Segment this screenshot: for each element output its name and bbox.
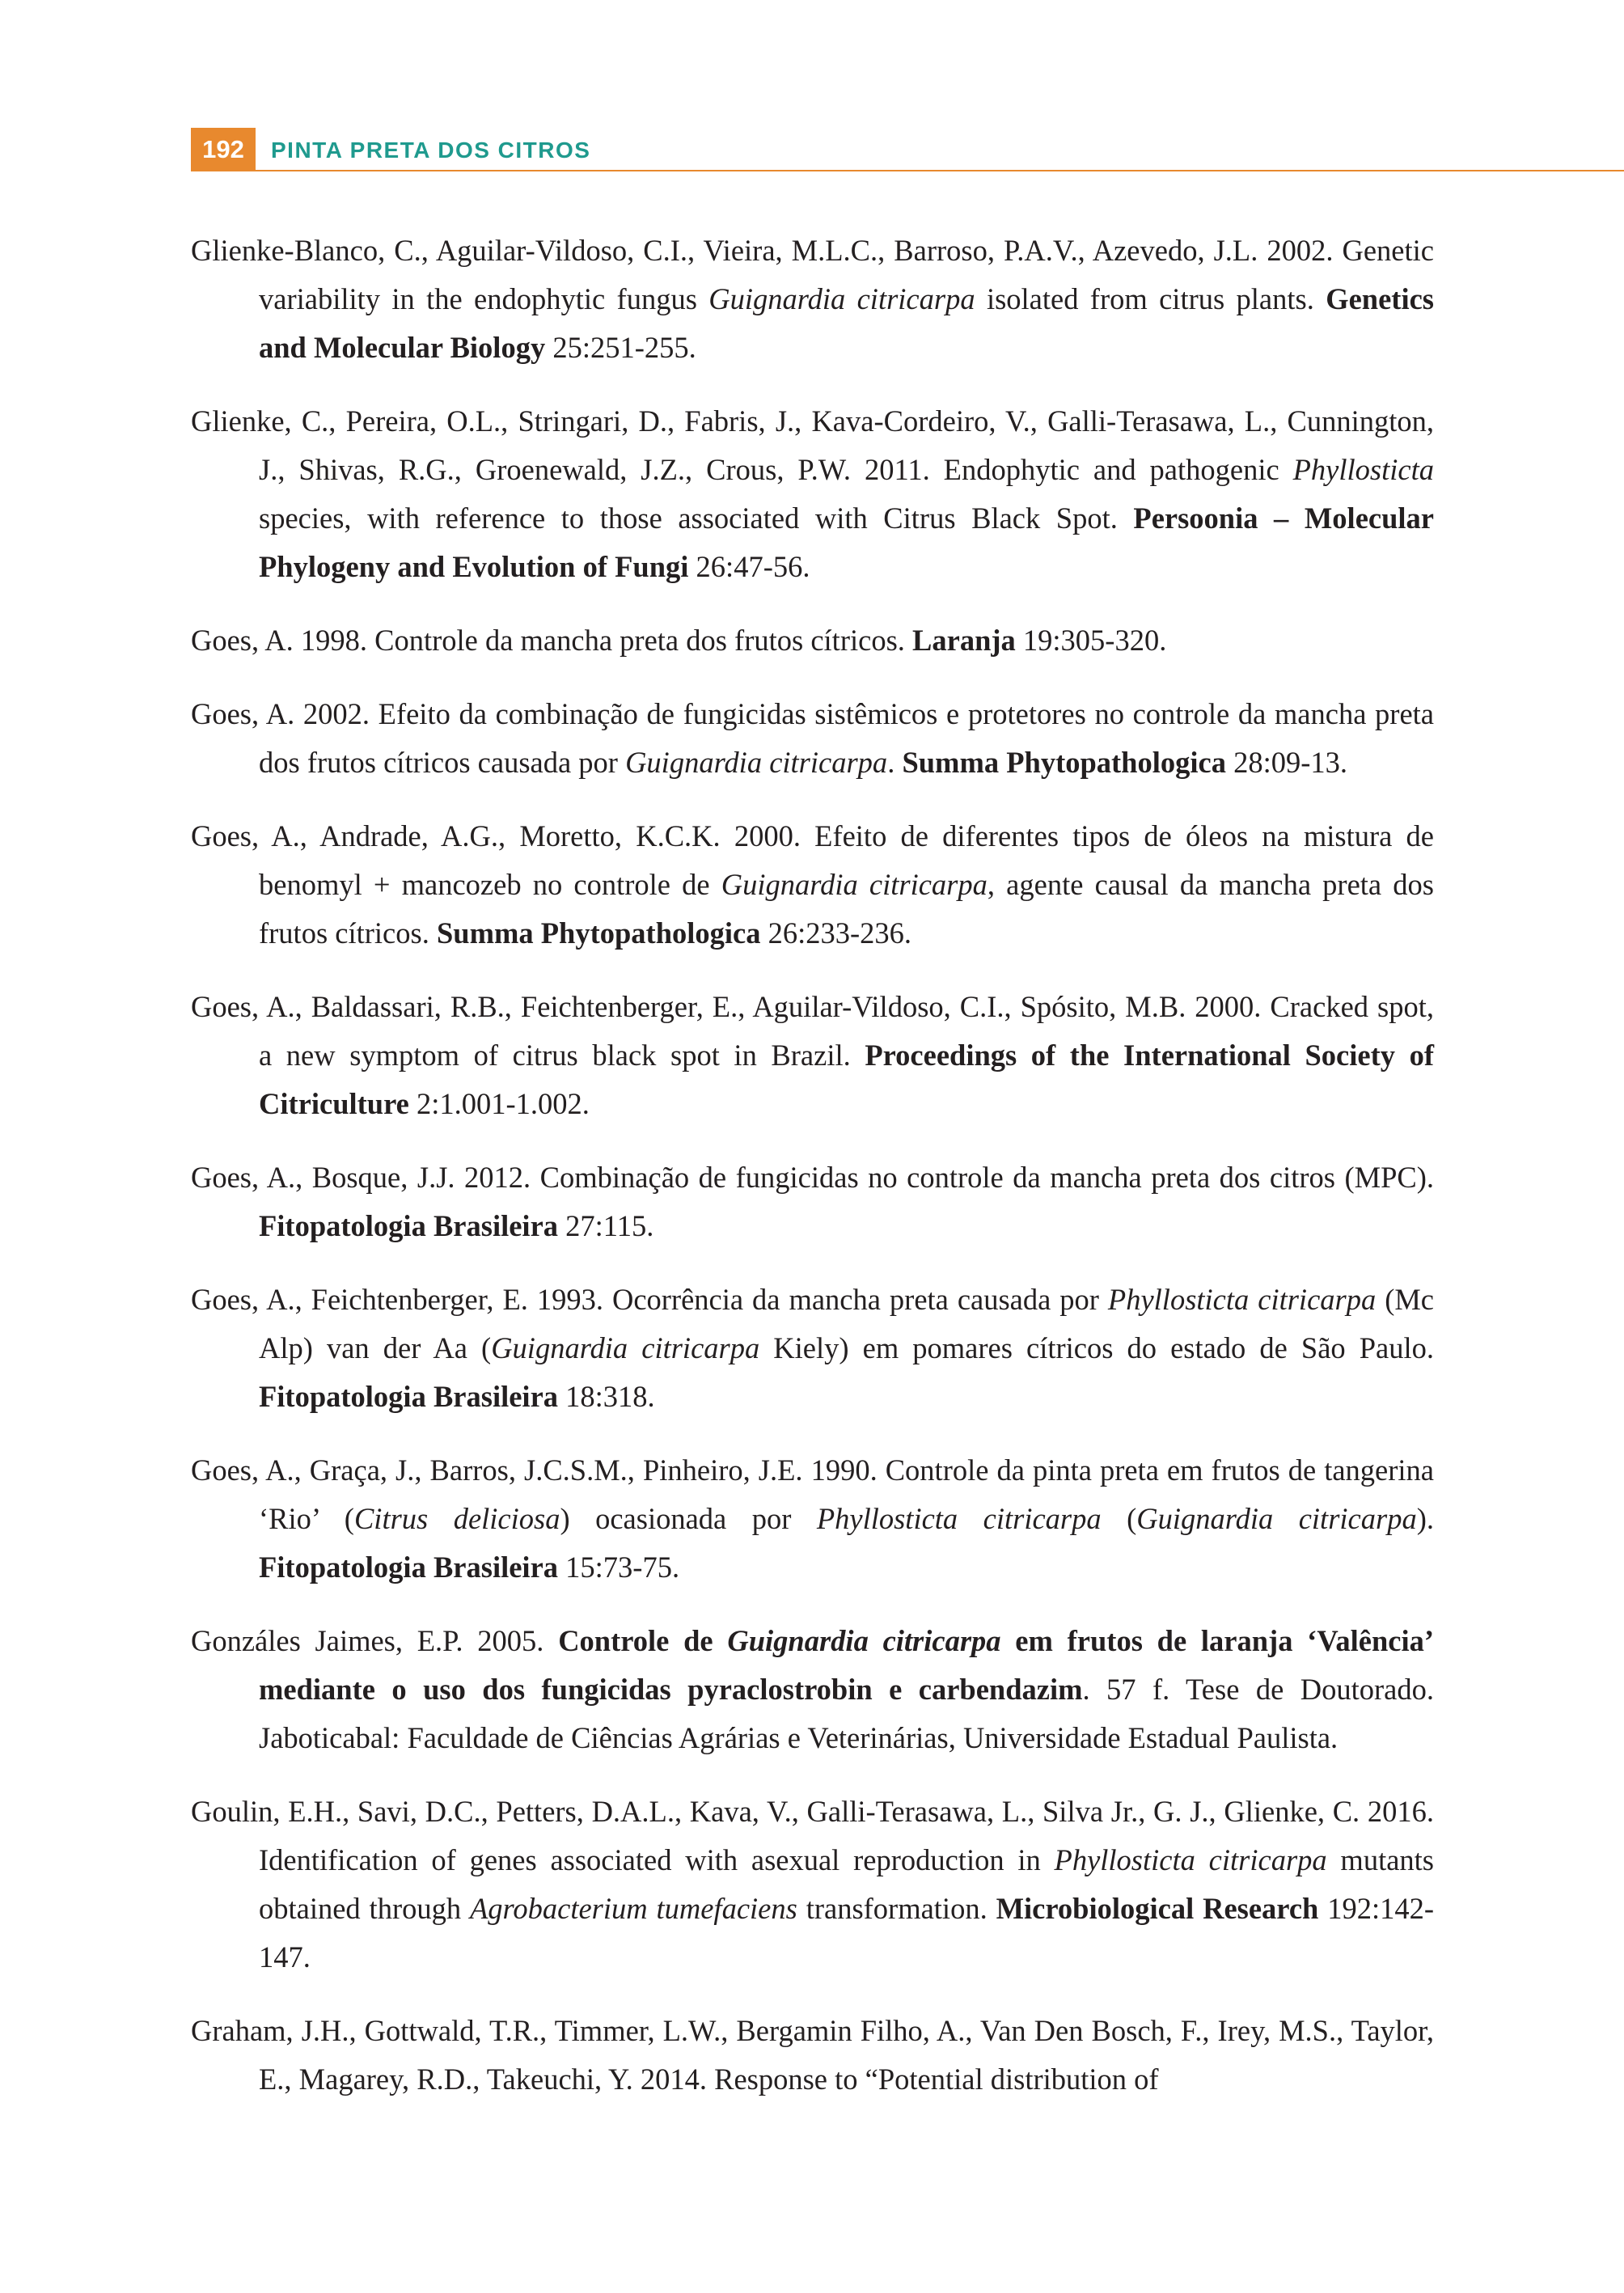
reference-goes-feichtenberger-1993: Goes, A., Feichtenberger, E. 1993. Ocorrência da mancha preta causada por Phyllosticta citricarpa (Mc Alp) van der Aa (Guignardia citricarpa Kiely) em pomares cítricos do estado de São Paulo. Fitopatologia Brasileira 18:318. xyxy=(191,1283,1435,1413)
reference-goes-graca-1990: Goes, A., Graça, J., Barros, J.C.S.M., Pinheiro, J.E. 1990. Controle da pinta preta em frutos de tangerina ‘Rio’ (Citrus deliciosa) ocasionada por Phyllosticta citricarpa (Guignardia citricarpa). Fitopatologia Brasileira 15:73-75. xyxy=(191,1453,1434,1584)
reference-goes-bosque-2012: Goes, A., Bosque, J.J. 2012. Combinação de fungicidas no controle da mancha preta dos citros (MPC). Fitopatologia Brasileira 27:115. xyxy=(191,1161,1434,1242)
reference-goes-andrade-2000: Goes, A., Andrade, A.G., Moretto, K.C.K. 2000. Efeito de diferentes tipos de óleos na mistura de benomyl + mancozeb no controle de Guignardia citricarpa, agente causal da mancha preta dos frutos cítricos. Summa Phytopathologica 26:233-236. xyxy=(191,819,1434,950)
reference-glienke-2011: Glienke, C., Pereira, O.L., Stringari, D., Fabris, J., Kava-Cordeiro, V., Galli-Terasawa, L., Cunnington, J., Shivas, R.G., Groenewald, J.Z., Crous, P.W. 2011. Endophytic and pathogenic Phyllosticta species, with reference to those associated with Citrus Black Spot. Persoonia – Molecular Phylogeny and Evolution of Fungi 26:47-56. xyxy=(191,404,1434,583)
reference-gonzales-jaimes-2005: Gonzáles Jaimes, E.P. 2005. Controle de Guignardia citricarpa em frutos de laranja ‘Valência’ mediante o uso dos fungicidas pyraclostrobin e carbendazim. 57 f. Tese de Doutorado. Jaboticabal: Faculdade de Ciências Agrárias e Veterinárias, Universidade Estadual Paulista. xyxy=(191,1624,1434,1754)
reference-goes-baldassari-2000: Goes, A., Baldassari, R.B., Feichtenberger, E., Aguilar-Vildoso, C.I., Spósito, M.B. 2000. Cracked spot, a new symptom of citrus black spot in Brazil. Proceedings of the International Society of Citriculture 2:1.001-1.002. xyxy=(191,990,1434,1120)
running-header xyxy=(191,128,1624,171)
reference-goes-1998: Goes, A. 1998. Controle da mancha preta dos frutos cítricos. Laranja 19:305-320. xyxy=(191,624,1167,657)
reference-glienke-blanco-2002: Glienke-Blanco, C., Aguilar-Vildoso, C.I., Vieira, M.L.C., Barroso, P.A.V., Azevedo, J.L. 2002. Genetic variability in the endophytic fungus Guignardia citricarpa isolated from citrus plants. Genetics and Molecular Biology 25:251-255. xyxy=(191,234,1434,364)
reference-list xyxy=(191,226,1434,2129)
reference-graham-2014: Graham, J.H., Gottwald, T.R., Timmer, L.W., Bergamin Filho, A., Van Den Bosch, F., Irey, M.S., Taylor, E., Magarey, R.D., Takeuchi, Y. 2014. Response to “Potential distribution of xyxy=(191,2014,1434,2096)
header-rule xyxy=(256,170,1624,171)
page-number: 192 xyxy=(191,128,256,171)
reference-goes-2002: Goes, A. 2002. Efeito da combinação de fungicidas sistêmicos e protetores no controle da mancha preta dos frutos cítricos causada por Guignardia citricarpa. Summa Phytopathologica 28:09-13. xyxy=(191,697,1434,779)
running-title: PINTA PRETA DOS CITROS xyxy=(271,137,591,163)
reference-goulin-2016: Goulin, E.H., Savi, D.C., Petters, D.A.L., Kava, V., Galli-Terasawa, L., Silva Jr., G. J., Glienke, C. 2016. Identification of genes associated with asexual reproduction in Phyllosticta citricarpa mutants obtained through Agrobacterium tumefaciens transformation. Microbiological Research 192:142-147. xyxy=(191,1795,1435,1974)
